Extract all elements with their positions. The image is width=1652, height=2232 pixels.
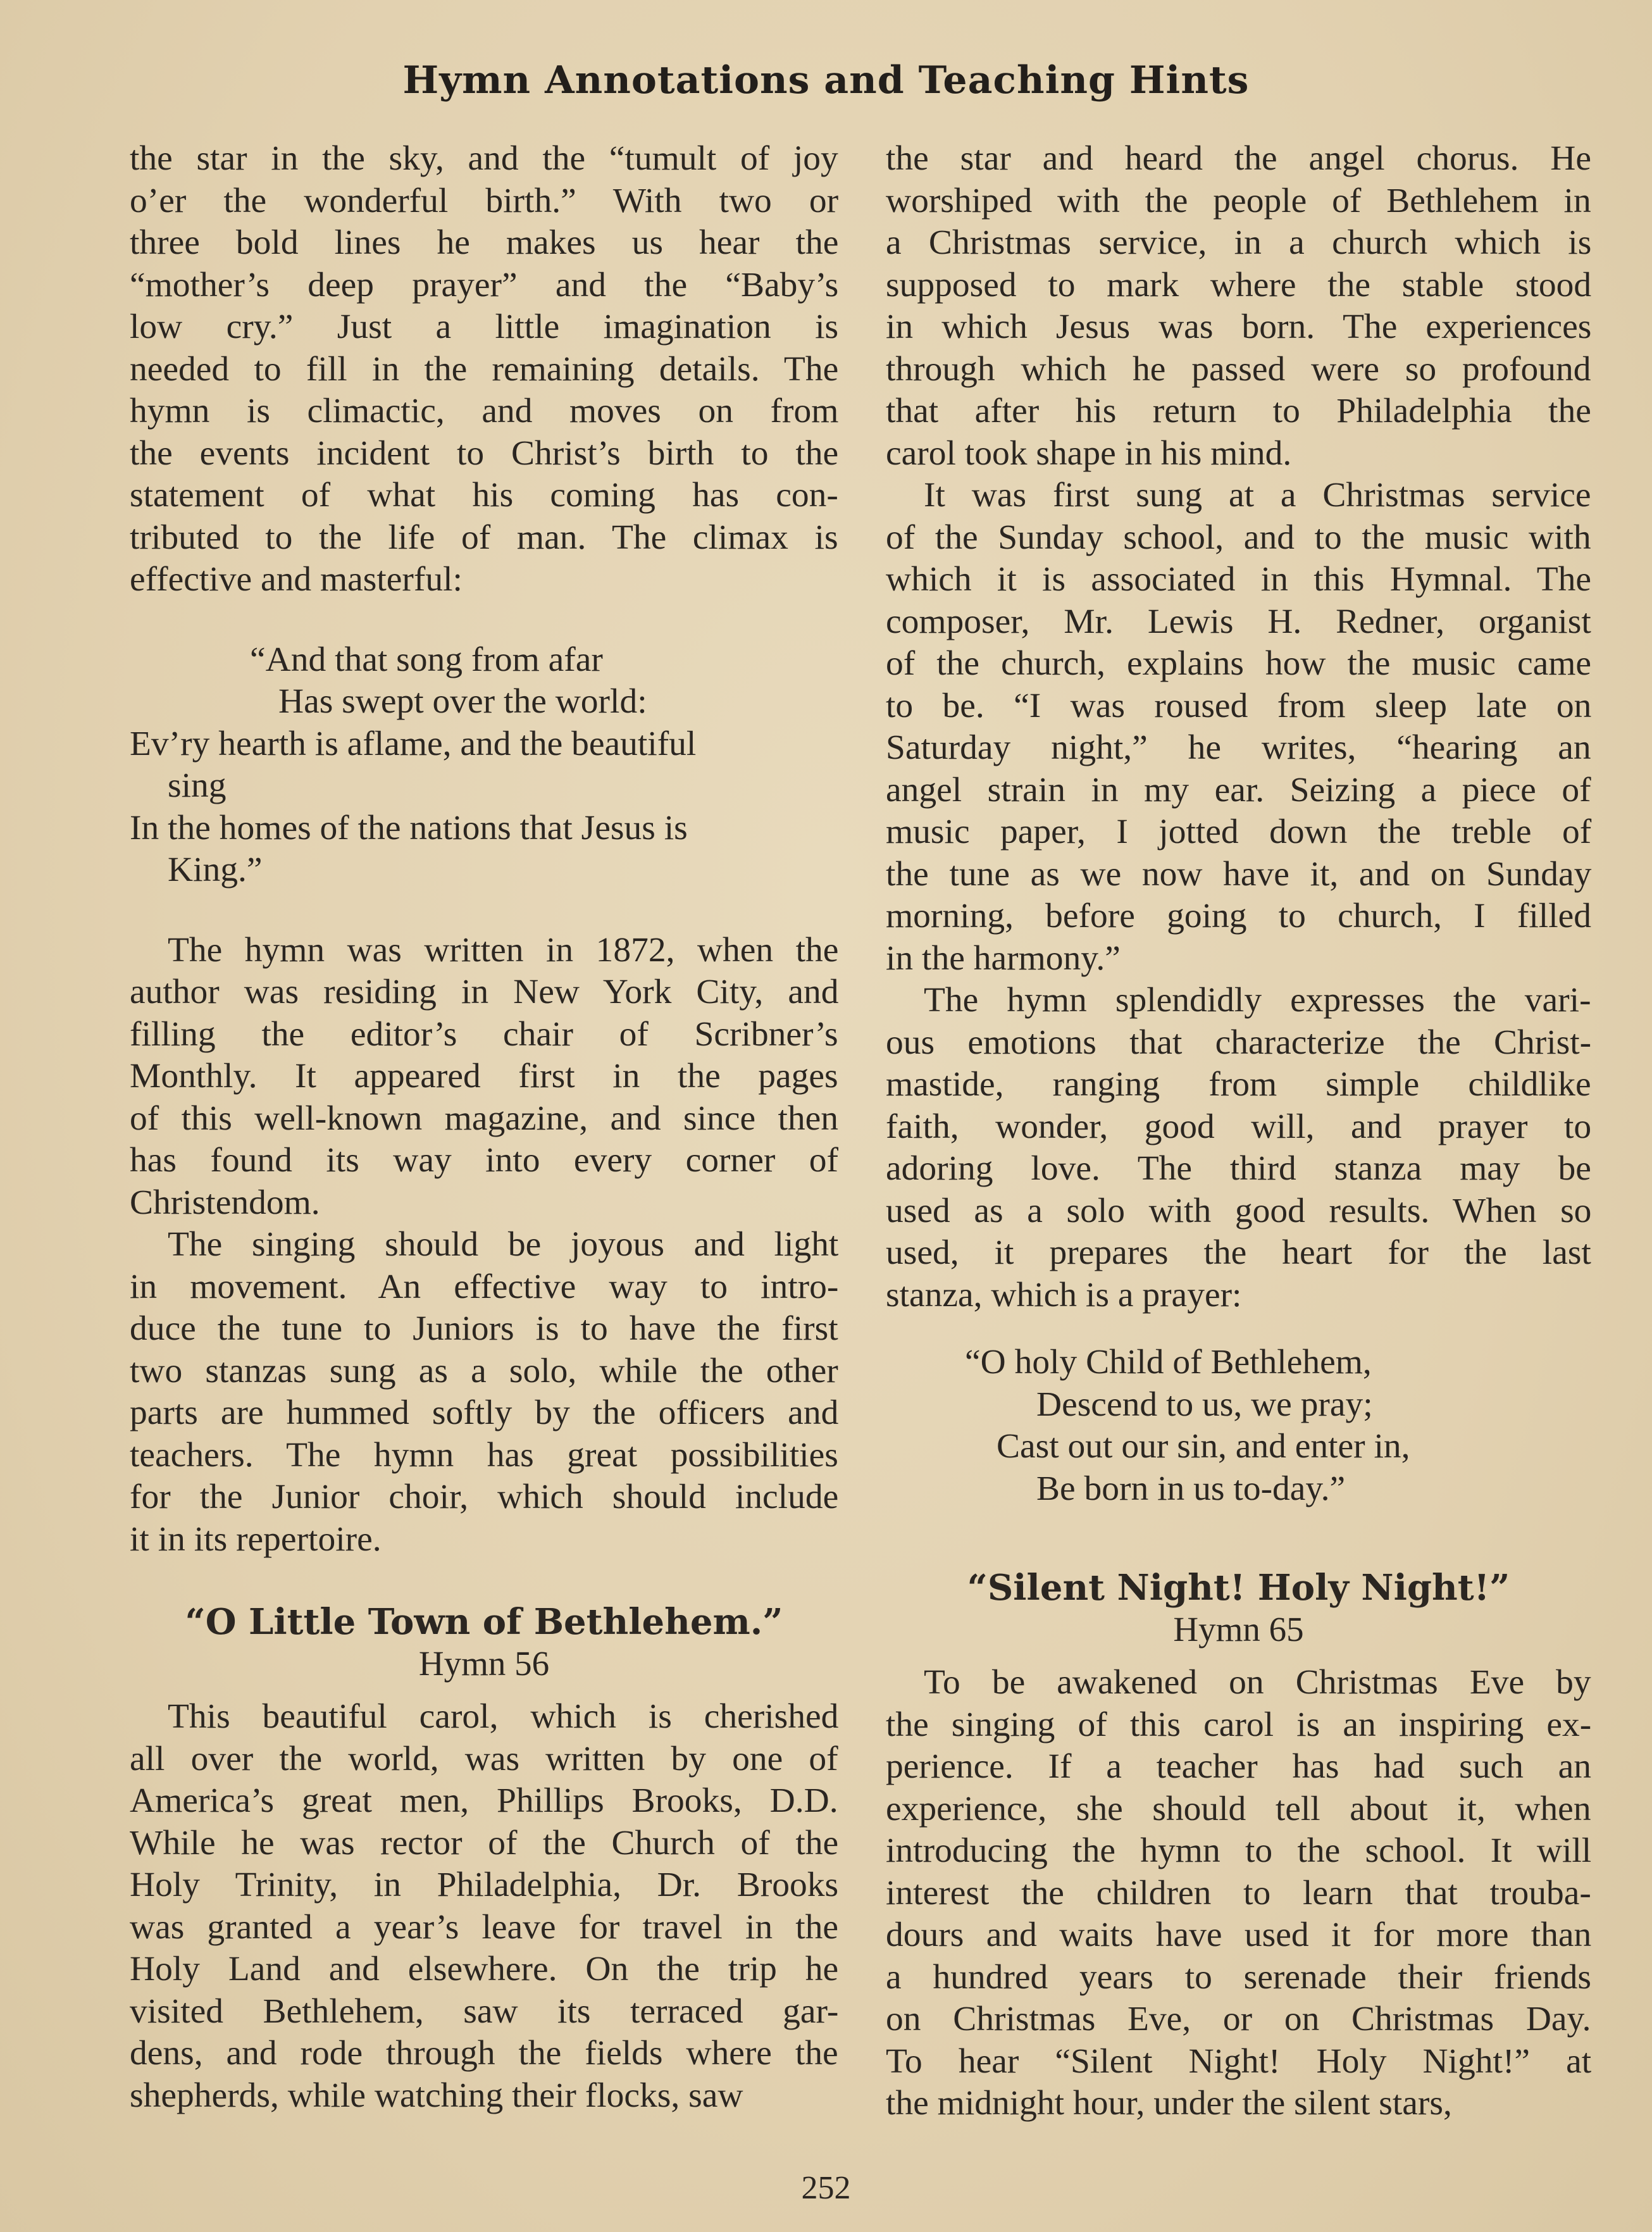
text-line: in the harmony.” (886, 938, 1121, 978)
verse-line: “And that song from afar (250, 640, 603, 679)
text-line: the midnight hour, under the silent stars, (886, 2084, 1452, 2123)
text-line: angel strain in my ear. Seizing a piece of (886, 770, 1591, 809)
verse-line: Cast out our sin, and enter in, (997, 1427, 1410, 1466)
text-line: a Christmas service, in a church which is (886, 223, 1592, 262)
text-line: mastide, ranging from simple childlike (886, 1065, 1591, 1104)
verse-line: Ev’ry hearth is aflame, and the beautiful (130, 724, 697, 763)
right-column (886, 138, 1591, 2125)
text-line: of the Sunday school, and to the music with (886, 518, 1591, 557)
text-line: through which he passed were so profound (886, 349, 1591, 389)
text-line: dens, and rode through the fields where the (130, 2034, 838, 2073)
text-line: The singing should be joyous and light (168, 1225, 839, 1264)
text-line: on Christmas Eve, or on Christmas Day. (886, 2000, 1591, 2038)
text-line: faith, wonder, good will, and prayer to (886, 1107, 1592, 1146)
text-line: adoring love. The third stanza may be (886, 1149, 1591, 1188)
text-line: While he was rector of the Church of the (130, 1823, 839, 1862)
section-title-silent-night: “Silent Night! Holy Night!” (967, 1567, 1510, 1609)
verse-line: Has swept over the world: (278, 682, 647, 721)
text-line: low cry.” Just a little imagination is (130, 308, 839, 346)
text-line: hymn is climactic, and moves on from (130, 392, 839, 430)
text-line: in movement. An effective way to intro- (130, 1267, 839, 1306)
left-paragraph-1 (130, 138, 838, 601)
text-line: This beautiful carol, which is cherished (168, 1697, 839, 1736)
text-line: ous emotions that characterize the Christ- (886, 1023, 1592, 1062)
left-paragraph-3 (130, 1224, 838, 1561)
text-line: in which Jesus was born. The experiences (886, 308, 1592, 346)
left-verse (130, 639, 838, 892)
text-line: to be. “I was roused from sleep late on (886, 686, 1592, 725)
right-paragraph-3 (886, 980, 1591, 1316)
text-line: o’er the wonderful birth.” With two or (130, 181, 839, 220)
text-line: experience, she should tell about it, when (886, 1789, 1591, 1828)
text-line: the singing of this carol is an inspiring ex- (886, 1705, 1592, 1744)
verse-line: sing (168, 766, 227, 805)
text-line: used, it prepares the heart for the last (886, 1233, 1591, 1272)
text-line: Holy Land and elsewhere. On the trip he (130, 1950, 839, 1988)
right-paragraph-4 (886, 1662, 1591, 2125)
right-paragraph-1 (886, 138, 1591, 475)
hymn-number-65: Hymn 65 (1173, 1610, 1304, 1649)
text-line: Holy Trinity, in Philadelphia, Dr. Brooks (130, 1866, 839, 1904)
text-line: It was first sung at a Christmas service (924, 476, 1591, 514)
verse-line: Descend to us, we pray; (1036, 1385, 1373, 1424)
text-line: the star and heard the angel chorus. He (886, 139, 1591, 178)
text-line: Christendom. (130, 1183, 320, 1222)
verse-line: Be born in us to-day.” (1036, 1469, 1346, 1508)
verse-line: “O holy Child of Bethlehem, (965, 1343, 1372, 1381)
text-line: visited Bethlehem, saw its terraced gar- (130, 1992, 839, 2031)
text-line: it in its repertoire. (130, 1519, 382, 1559)
text-line: was granted a year’s leave for travel in the (130, 1907, 839, 1947)
text-line: To be awakened on Christmas Eve by (924, 1663, 1591, 1702)
text-line: has found its way into every corner of (130, 1141, 839, 1180)
text-line: carol took shape in his mind. (886, 433, 1292, 473)
text-line: the star in the sky, and the “tumult of joy (130, 139, 838, 178)
text-line: the tune as we now have it, and on Sunday (886, 854, 1592, 894)
text-line: stanza, which is a prayer: (886, 1275, 1242, 1314)
text-line: tributed to the life of man. The climax is (130, 518, 838, 557)
text-line: composer, Mr. Lewis H. Redner, organist (886, 602, 1591, 641)
text-line: music paper, I jotted down the treble of (886, 813, 1592, 851)
text-line: that after his return to Philadelphia the (886, 392, 1591, 430)
text-line: The hymn splendidly expresses the vari- (924, 981, 1591, 1019)
section-title-bethlehem: “O Little Town of Bethlehem.” (185, 1601, 783, 1643)
text-line: “mother’s deep prayer” and the “Baby’s (130, 265, 839, 304)
text-line: two stanzas sung as a solo, while the other (130, 1351, 838, 1390)
text-line: Monthly. It appeared first in the pages (130, 1057, 838, 1095)
left-paragraph-2 (130, 930, 838, 1225)
text-line: parts are hummed softly by the officers and (130, 1393, 839, 1432)
text-line: for the Junior choir, which should include (130, 1478, 839, 1516)
text-line: dours and waits have used it for more than (886, 1916, 1592, 1954)
text-line: three bold lines he makes us hear the (130, 223, 839, 262)
text-line: all over the world, was written by one of (130, 1739, 838, 1778)
text-line: teachers. The hymn has great possibilities (130, 1435, 838, 1474)
text-line: supposed to mark where the stable stood (886, 265, 1592, 304)
text-line: worshiped with the people of Bethlehem in (886, 181, 1591, 220)
text-line: introducing the hymn to the school. It will (886, 1831, 1592, 1870)
text-line: which it is associated in this Hymnal. The (886, 560, 1592, 599)
verse-line: King.” (168, 851, 263, 889)
left-paragraph-4 (130, 1696, 838, 2117)
text-line: duce the tune to Juniors is to have the first (130, 1309, 838, 1348)
text-line: a hundred years to serenade their friends (886, 1957, 1591, 1997)
verse-line: In the homes of the nations that Jesus is (130, 808, 688, 847)
text-line: Saturday night,” he writes, “hearing an (886, 728, 1591, 767)
text-line: To hear “Silent Night! Holy Night!” at (886, 2042, 1592, 2081)
left-column (130, 138, 838, 2117)
text-line: needed to fill in the remaining details. The (130, 349, 839, 389)
text-line: perience. If a teacher has had such an (886, 1747, 1591, 1786)
text-line: shepherds, while watching their flocks, saw (130, 2076, 743, 2115)
hymn-number-56: Hymn 56 (418, 1644, 550, 1683)
running-head: Hymn Annotations and Teaching Hints (402, 58, 1250, 103)
text-line: author was residing in New York City, and (130, 973, 839, 1011)
text-line: the events incident to Christ’s birth to the (130, 433, 839, 473)
text-line: statement of what his coming has con- (130, 476, 838, 514)
right-verse (886, 1342, 1591, 1510)
right-paragraph-2 (886, 475, 1591, 980)
page-number: 252 (801, 2170, 851, 2206)
text-line: filling the editor’s chair of Scribner’s (130, 1014, 838, 1054)
text-line: morning, before going to church, I filled (886, 897, 1591, 935)
text-line: of the church, explains how the music came (886, 644, 1592, 683)
text-line: effective and masterful: (130, 560, 463, 599)
text-line: The hymn was written in 1872, when the (168, 930, 839, 969)
text-line: America’s great men, Phillips Brooks, D.D. (130, 1781, 838, 1820)
text-line: used as a solo with good results. When so (886, 1191, 1592, 1230)
text-line: interest the children to learn that trouba- (886, 1873, 1591, 1912)
text-line: of this well-known magazine, and since then (130, 1099, 839, 1138)
